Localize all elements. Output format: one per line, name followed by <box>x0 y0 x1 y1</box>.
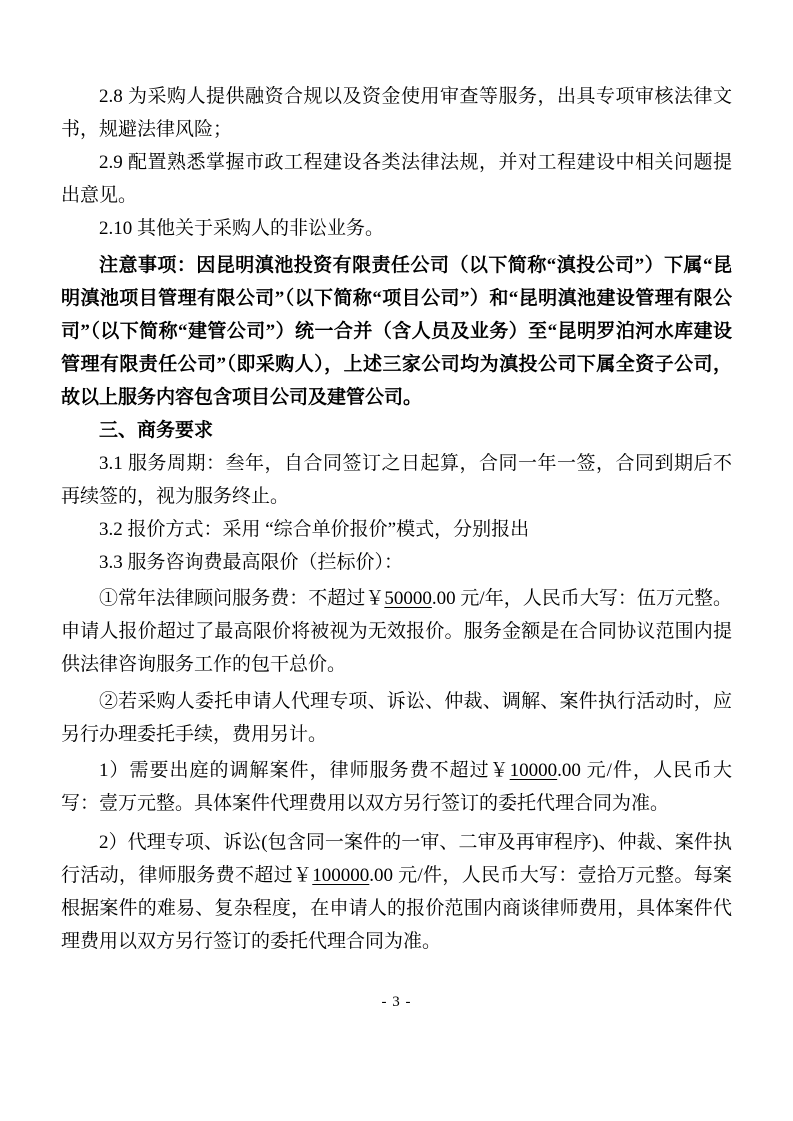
annual-fee-amount: 50000 <box>384 588 432 609</box>
mediation-fee-text-post: .00 元/件，人民币大写：壹万元整。具体案件代理费用以双方另行签订的委托代理合同为准。 <box>61 760 732 814</box>
litigation-fee-text-post: .00 元/件，人民币大写：壹拾万元整。每案根据案件的难易、复杂程度，在申请人的报价范围内商谈律师费用，具体案件代理费用以双方另行签订的委托代理合同为准。 <box>61 865 732 952</box>
para-annual-counsel-fee <box>61 582 732 681</box>
litigation-fee-amount: 100000 <box>312 865 370 886</box>
para-3-3: 3.3 服务咨询费最高限价（拦标价）： <box>99 552 404 573</box>
mediation-fee-amount: 10000 <box>509 760 558 781</box>
annual-fee-text-pre: ①常年法律顾问服务费：不超过￥ <box>99 588 385 609</box>
para-mediation-fee <box>61 754 732 820</box>
mediation-fee-text-pre: 1）需要出庭的调解案件，律师服务费不超过￥ <box>99 760 510 781</box>
page-number: - 3 - <box>381 994 412 1010</box>
para-3-2: 3.2 报价方式：采用 “综合单价报价”模式，分别报出 <box>99 519 530 540</box>
section-heading-business-requirements: 三、商务要求 <box>99 420 214 441</box>
annual-fee-text-post: .00 元/年，人民币大写：伍万元整。申请人报价超过了最高限价将被视为无效报价。服务金额是在合同协议范围内提供法律咨询服务工作的包干总价。 <box>61 588 732 675</box>
document-body <box>61 80 732 958</box>
para-2-8: 2.8 为采购人提供融资合规以及资金使用审查等服务，出具专项审核法律文书，规避法律风险； <box>61 86 732 140</box>
litigation-fee-text-pre: 2）代理专项、诉讼(包含同一案件的一审、二审及再审程序)、仲裁、案件执行活动，律师服务费不超过￥ <box>61 832 732 886</box>
para-litigation-fee <box>61 826 732 958</box>
para-2-9: 2.9 配置熟悉掌握市政工程建设各类法律法规，并对工程建设中相关问题提出意见。 <box>61 152 732 206</box>
notice-paragraph: 注意事项：因昆明滇池投资有限责任公司（以下简称“滇投公司”）下属“昆明滇池项目管理有限公司”（以下简称“项目公司”）和“昆明滇池建设管理有限公司”（以下简称“建管公司”）统一合并（含人员及业务）至“昆明罗泊河水库建设管理有限责任公司”（即采购人），上述三家公司均为滇投公司下属全资子公司，故以上服务内容包含项目公司及建管公司。 <box>61 255 732 408</box>
para-delegation-note: ②若采购人委托申请人代理专项、诉讼、仲裁、调解、案件执行活动时，应另行办理委托手续，费用另计。 <box>61 691 732 745</box>
para-3-1: 3.1 服务周期：叁年，自合同签订之日起算，合同一年一签，合同到期后不再续签的，视为服务终止。 <box>61 453 732 507</box>
para-2-10: 2.10 其他关于采购人的非讼业务。 <box>99 218 385 239</box>
